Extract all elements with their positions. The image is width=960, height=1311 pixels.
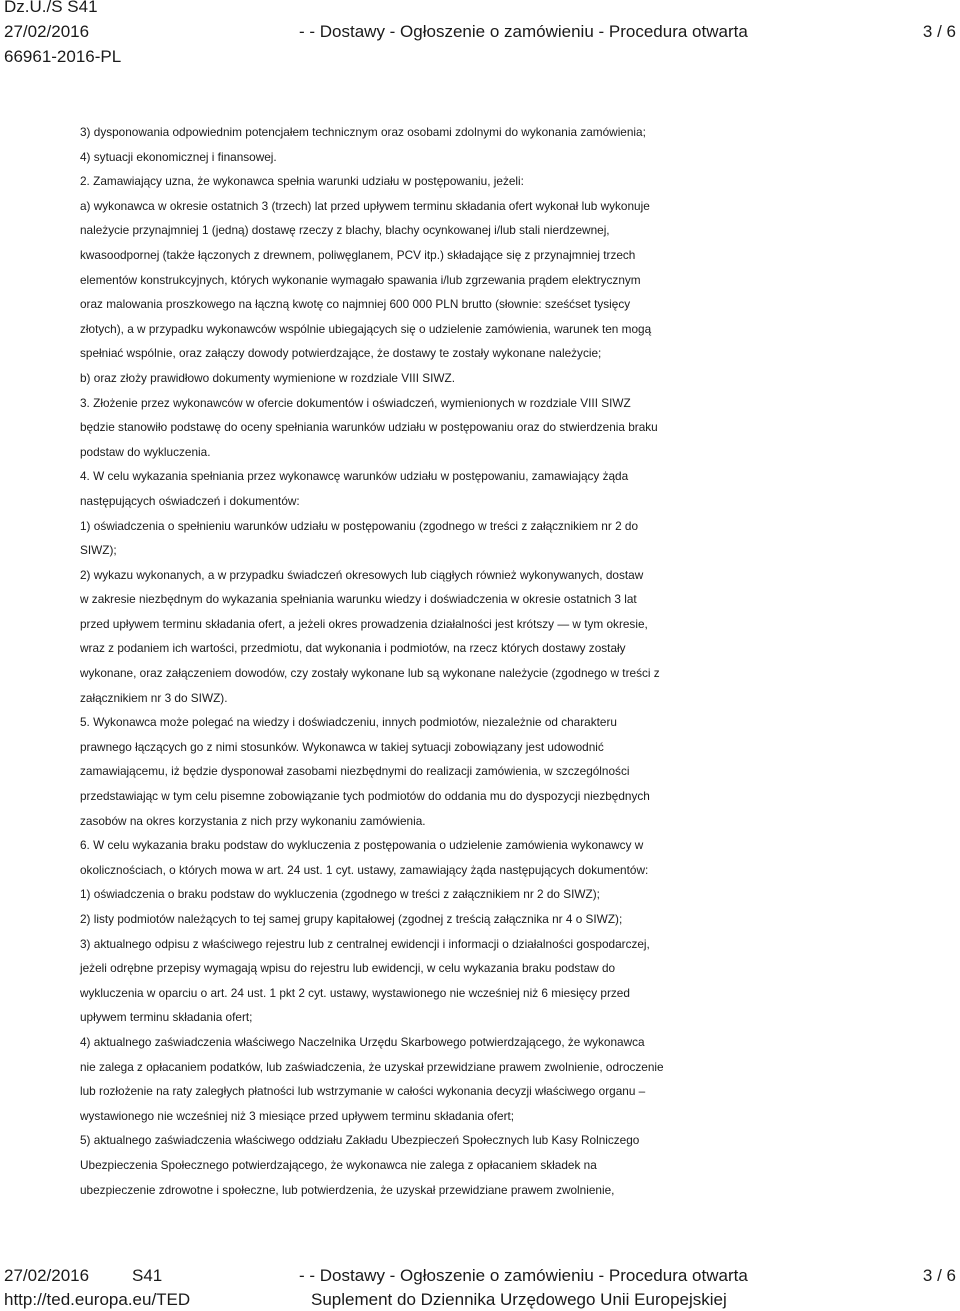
body-line: a) wykonawca w okresie ostatnich 3 (trzech) lat przed upływem terminu składania ofert wykonał lub wykonuje: [80, 198, 650, 213]
footer-date: 27/02/2016: [4, 1266, 90, 1285]
body-line: oraz malowania proszkowego na łączną kwotę co najmniej 600 000 PLN brutto (słownie: sześćset tysięcy: [80, 297, 631, 312]
body-line: 5) aktualnego zaświadczenia właściwego oddziału Zakładu Ubezpieczeń Społecznych lub Kasy Rolniczego: [80, 1133, 640, 1148]
body-line: wystawionego nie wcześniej niż 3 miesiące przed upływem terminu składania ofert;: [80, 1108, 515, 1123]
header-page-number: 3 / 6: [922, 22, 956, 41]
body-line: wykluczenia w oparciu o art. 24 ust. 1 pkt 2 cyt. ustawy, wystawionego nie wcześniej niż 6 miesięcy przed: [80, 985, 630, 1000]
footer-title: - - Dostawy - Ogłoszenie o zamówieniu - Procedura otwarta: [299, 1266, 748, 1285]
header-title: - - Dostawy - Ogłoszenie o zamówieniu - Procedura otwarta: [299, 22, 748, 41]
body-line: 1) oświadczenia o spełnieniu warunków udziału w postępowaniu (zgodnego w treści z załącznikiem nr 2 do: [80, 518, 639, 533]
body-line: jeżeli odrębne przepisy wymagają wpisu do rejestru lub ewidencji, w celu wykazania braku podstaw do: [80, 961, 616, 976]
body-line: prawnego łączących go z nimi stosunków. Wykonawca w takiej sytuacji zobowiązany jest udowodnić: [80, 739, 604, 754]
body-line: 4) sytuacji ekonomicznej i finansowej.: [80, 149, 277, 164]
body-line: należycie przynajmniej 1 (jedną) dostawę rzeczy z blachy, blachy ocynkowanej i/lub stali nierdzewnej,: [80, 223, 610, 238]
body-line: wraz z podaniem ich wartości, przedmiotu, dat wykonania i podmiotów, na rzecz których dostawy zostały: [80, 641, 626, 656]
body-line: okolicznościach, o których mowa w art. 24 ust. 1 cyt. ustawy, zamawiający żąda następujących dokumentów:: [80, 862, 649, 877]
body-line: zasobów na okres korzystania z nich przy wykonaniu zamówienia.: [80, 813, 426, 828]
body-line: lub rozłożenie na raty zaległych płatności lub wstrzymanie w całości wykonania decyzji właściwego organu –: [80, 1084, 646, 1099]
body-line: spełniać wspólnie, oraz załączy dowody potwierdzające, że dostawy te zostały wykonane należycie;: [80, 346, 602, 361]
document-body: [80, 120, 960, 1202]
footer-publication: Suplement do Dziennika Urzędowego Unii Europejskiej: [311, 1290, 727, 1309]
body-line: 1) oświadczenia o braku podstaw do wykluczenia (zgodnego w treści z załącznikiem nr 2 do SIWZ);: [80, 887, 600, 902]
footer-page-number: 3 / 6: [922, 1266, 956, 1285]
body-line: b) oraz złoży prawidłowo dokumenty wymienione w rozdziale VIII SIWZ.: [80, 370, 456, 385]
body-line: 4. W celu wykazania spełniania przez wykonawcę warunków udziału w postępowaniu, zamawiający żąda: [80, 469, 629, 484]
header-date: 27/02/2016: [4, 22, 90, 41]
footer-url[interactable]: http://ted.europa.eu/TED: [4, 1290, 191, 1309]
body-line: będzie stanowiło podstawę do oceny spełniania warunków udziału w postępowaniu oraz do stwierdzenia braku: [80, 420, 658, 435]
body-line: zamawiającemu, iż będzie dysponował zasobami niezbędnymi do realizacji zamówienia, w szczególności: [80, 764, 630, 779]
body-line: 3) dysponowania odpowiednim potencjałem technicznym oraz osobami zdolnymi do wykonania zamówienia;: [80, 125, 646, 139]
body-line: załącznikiem nr 3 do SIWZ).: [80, 690, 228, 705]
body-line: nie zalega z opłacaniem podatków, lub zaświadczenia, że uzyskał przewidziane prawem zwolnienie, odroczenie: [80, 1059, 664, 1074]
body-line: 4) aktualnego zaświadczenia właściwego Naczelnika Urzędu Skarbowego potwierdzającego, że wykonawca: [80, 1034, 645, 1049]
body-line: Ubezpieczenia Społecznego potwierdzającego, że wykonawca nie zalega z opłacaniem składek na: [80, 1157, 597, 1172]
body-line: 3) aktualnego odpisu z właściwego rejestru lub z centralnej ewidencji i informacji o działalności gospodarczej,: [80, 936, 650, 951]
body-line: następujących oświadczeń i dokumentów:: [80, 493, 300, 508]
body-line: 2. Zamawiający uzna, że wykonawca spełnia warunki udziału w postępowaniu, jeżeli:: [80, 174, 524, 189]
header-ref: Dz.U./S S41: [4, 0, 98, 16]
body-line: wykonane, oraz załączeniem dowodów, czy zostały wykonane lub są wykonane należycie (zgodnego w treści z: [80, 666, 660, 681]
body-line: kwasoodpornej (także łączonych z drewnem, poliwęglanem, PCV itp.) składające się z przynajmniej trzech: [80, 247, 636, 262]
body-line: w zakresie niezbędnym do wykazania spełniania warunku wiedzy i doświadczenia w okresie ostatnich 3 lat: [80, 592, 637, 607]
header-notice-id: 66961-2016-PL: [4, 47, 122, 66]
body-line: 3. Złożenie przez wykonawców w ofercie dokumentów i oświadczeń, wymienionych w rozdziale VIII SIWZ: [80, 395, 631, 410]
body-line: 2) listy podmiotów należących to tej samej grupy kapitałowej (zgodnej z treścią załącznika nr 4 o SIWZ);: [80, 912, 623, 926]
body-line: elementów konstrukcyjnych, których wykonanie wymagało spawania i/lub zgrzewania prądem elektrycznym: [80, 272, 641, 287]
body-line: złotych), a w przypadku wykonawców wspólnie ubiegających się o udzielenie zamówienia, warunek ten mogą: [80, 321, 652, 336]
body-line: 6. W celu wykazania braku podstaw do wykluczenia z postępowania o udzielenie zamówienia wykonawcy w: [80, 838, 644, 853]
body-line: ubezpieczenie zdrowotne i społeczne, lub potwierdzenia, że uzyskał przewidziane prawem zwolnienie,: [80, 1182, 615, 1197]
footer-series: S41: [132, 1266, 163, 1285]
body-line: SIWZ);: [80, 543, 117, 558]
body-line: podstaw do wykluczenia.: [80, 444, 211, 459]
body-line: 2) wykazu wykonanych, a w przypadku świadczeń okresowych lub ciągłych również wykonywanych, dostaw: [80, 567, 644, 582]
body-line: przed upływem terminu składania ofert, a jeżeli okres prowadzenia działalności jest krótszy — w tym okresie,: [80, 616, 648, 631]
body-line: przedstawiając w tym celu pisemne zobowiązanie tych podmiotów do oddania mu do dyspozycji niezbędnych: [80, 789, 650, 804]
body-line: upływem terminu składania ofert;: [80, 1010, 253, 1025]
body-line: 5. Wykonawca może polegać na wiedzy i doświadczeniu, innych podmiotów, niezależnie od charakteru: [80, 715, 617, 730]
